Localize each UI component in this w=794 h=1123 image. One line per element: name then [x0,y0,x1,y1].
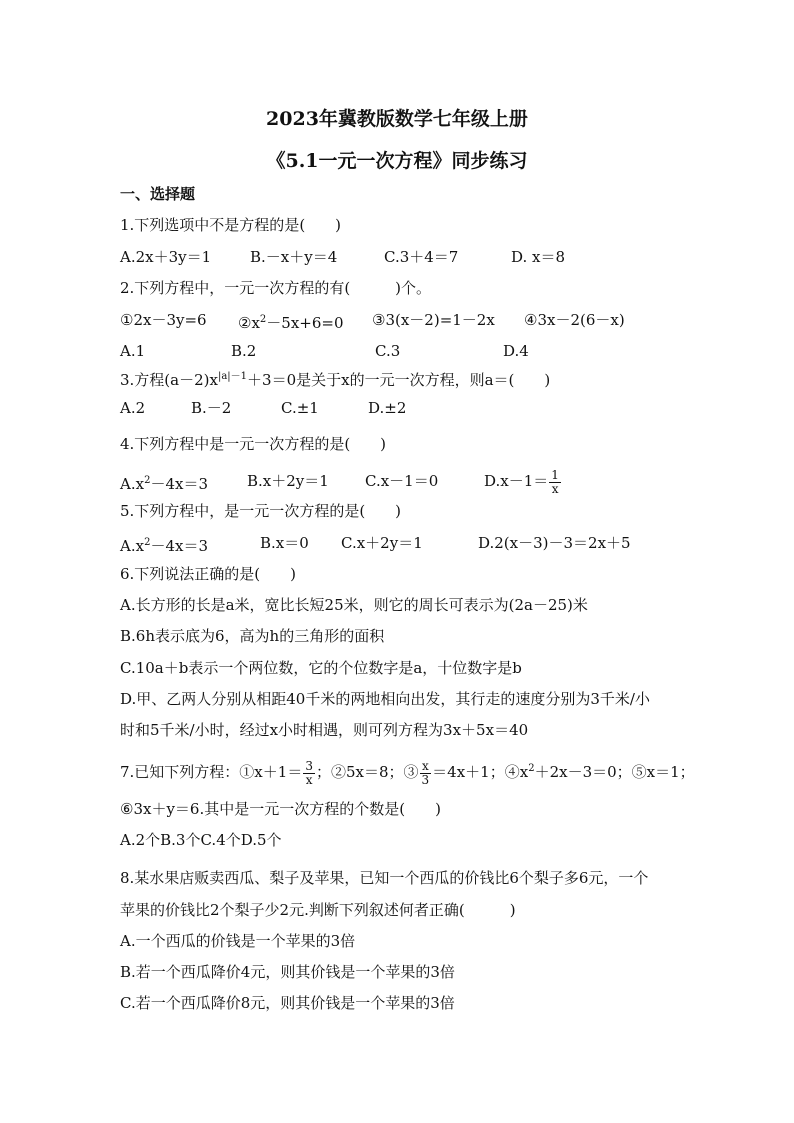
q4-option-a-base: A.x [120,475,145,493]
q6-option-d-line1: D.甲、乙两人分别从相距40千米的两地相向出发，其行走的速度分别为3千米/小 [120,690,650,708]
q5-option-c: C.x＋2y＝1 [341,534,423,552]
q8-stem-line1: 8.某水果店贩卖西瓜、梨子及苹果，已知一个西瓜的价钱比6个梨子多6元，一个 [120,869,649,887]
q7-fraction-2 [420,760,432,787]
q4-option-a [120,471,208,494]
q3-exponent: |a|－1 [217,371,248,382]
q2-item-4: ④3x－2(6－x) [524,311,625,329]
q2-option-d: D.4 [503,342,529,360]
q5-option-a-exponent: 2 [144,537,151,548]
q4-option-d [484,462,562,500]
q8-option-c: C.若一个西瓜降价8元，则其价钱是一个苹果的3倍 [120,994,455,1012]
q4-option-d-text: D.x－1＝ [484,472,549,490]
q2-item-2-base: ②x [238,314,260,332]
q1-option-a: A.2x＋3y＝1 [120,248,212,266]
q7-stem-line2: ⑥3x＋y＝6.其中是一元一次方程的个数是( ) [120,800,441,818]
q4-option-a-rest: －4x＝3 [150,475,208,493]
q2-item-2 [238,310,344,333]
q1-option-b: B.－x＋y＝4 [250,248,338,266]
q6-option-b: B.6h表示底为6，高为h的三角形的面积 [120,627,385,645]
q3-stem-start: 3.方程(a－2)x [120,371,218,389]
document-title: 2023年冀教版数学七年级上册 [266,108,528,130]
q4-option-b: B.x＋2y＝1 [247,472,329,490]
q3-option-a: A.2 [120,399,146,417]
q7-exponent: 2 [528,763,535,774]
q7-part3: ＝4x＋1；④x [432,763,529,781]
q6-option-d-line2: 时和5千米/小时，经过x小时相遇，则可列方程为3x＋5x＝40 [120,721,529,739]
section-heading: 一、选择题 [120,185,196,203]
q2-item-1: ①2x－3y=6 [120,311,207,329]
q5-option-b: B.x＝0 [260,534,309,552]
q3-option-b: B.－2 [191,399,232,417]
q8-stem-line2: 苹果的价钱比2个梨子少2元.判断下列叙述何者正确( ) [120,901,516,919]
q6-option-a: A.长方形的长是a米，宽比长短25米，则它的周长可表示为(2a－25)米 [120,596,588,614]
q4-fraction-numerator: 1 [551,467,559,482]
q7-options: A.2个B.3个C.4个D.5个 [120,831,282,849]
q4-option-d-fraction [549,469,561,496]
q5-option-a-base: A.x [120,537,145,555]
q7-part2: ；②5x＝8；③ [315,763,419,781]
q2-item-3: ③3(x－2)=1－2x [372,311,495,329]
q5-option-d: D.2(x－3)－3＝2x＋5 [478,534,631,552]
q6-stem: 6.下列说法正确的是( ) [120,565,297,583]
q5-stem: 5.下列方程中，是一元一次方程的是( ) [120,502,402,520]
q2-option-c: C.3 [375,342,401,360]
q3-option-d: D.±2 [368,399,407,417]
document-subtitle: 《5.1一元一次方程》同步练习 [266,150,528,172]
q3-stem-end: ＋3＝0是关于x的一元一次方程，则a＝( ) [247,371,551,389]
q6-option-c: C.10a＋b表示一个两位数，它的个位数字是a，十位数字是b [120,659,522,677]
q7-fraction-1-numerator: 3 [305,758,313,773]
q3-option-c: C.±1 [281,399,319,417]
q4-option-c: C.x－1＝0 [365,472,439,490]
q4-stem: 4.下列方程中是一元一次方程的是( ) [120,435,387,453]
q7-fraction-1 [303,760,315,787]
q1-stem: 1.下列选项中不是方程的是( ) [120,216,342,234]
q5-option-a-rest: －4x＝3 [150,537,208,555]
q8-option-a: A.一个西瓜的价钱是一个苹果的3倍 [120,932,356,950]
q1-option-d: D. x＝8 [511,248,566,266]
q7-stem-line1 [120,750,695,791]
q1-option-c: C.3＋4＝7 [384,248,459,266]
q4-option-a-exponent: 2 [144,475,151,486]
q2-item-2-exponent: 2 [259,314,267,325]
q7-fraction-1-denominator: x [305,772,313,787]
q8-option-b: B.若一个西瓜降价4元，则其价钱是一个苹果的3倍 [120,963,455,981]
q7-fraction-2-numerator: x [420,760,432,774]
q2-option-a: A.1 [120,342,146,360]
q4-fraction-denominator: x [551,481,559,496]
q3-stem [120,367,550,390]
q7-part1: 7.已知下列方程：①x＋1＝ [120,763,303,781]
q2-item-2-rest: －5x+6=0 [266,314,344,332]
q7-fraction-2-denominator: 3 [421,772,430,787]
q2-option-b: B.2 [231,342,257,360]
q2-stem: 2.下列方程中，一元一次方程的有( )个。 [120,279,432,297]
q5-option-a [120,533,208,556]
q7-part4: ＋2x－3＝0；⑤x＝1； [534,763,695,781]
